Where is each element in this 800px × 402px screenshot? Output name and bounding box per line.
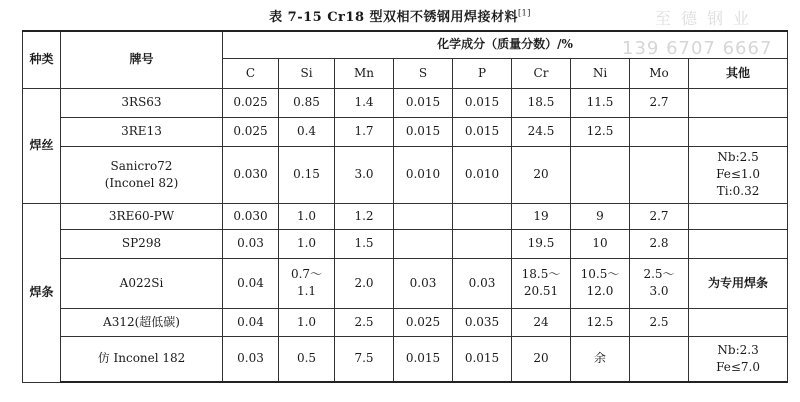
watermark-phone: 139 6707 6667	[622, 38, 773, 59]
header-element: Mo	[630, 58, 689, 88]
cell-grade: 3RE13	[61, 117, 223, 146]
cell-p: 0.015	[453, 88, 512, 117]
header-row-1	[23, 31, 788, 58]
cell-mn: 1.4	[335, 88, 394, 117]
cell-mo	[630, 336, 689, 382]
header-element: Ni	[571, 58, 630, 88]
cell-s	[394, 203, 453, 229]
range-low: 18.5～	[521, 267, 561, 281]
cell-ni: 余	[571, 336, 630, 382]
cell-c: 0.030	[223, 146, 279, 203]
cell-mo: 2.7	[630, 203, 689, 229]
cell-si: 0.5	[279, 336, 335, 382]
header-element: Si	[279, 58, 335, 88]
cell-other	[689, 146, 788, 203]
other-line-2: Fe≤7.0	[716, 359, 761, 374]
cell-mn: 1.7	[335, 117, 394, 146]
reference-mark: [1]	[518, 8, 531, 18]
range-high: 1.1	[296, 284, 317, 298]
other-line-1: Nb:2.3	[717, 342, 759, 357]
cell-ni: 10	[571, 229, 630, 258]
table-row	[23, 308, 788, 336]
cell-p: 0.035	[453, 308, 512, 336]
watermark-company: 至德钢业	[655, 9, 760, 28]
cell-cr: 18.5	[512, 88, 571, 117]
cell-mo: 2.5	[630, 308, 689, 336]
cell-ni: 11.5	[571, 88, 630, 117]
cell-cr: 24.5	[512, 117, 571, 146]
cell-cr: 19	[512, 203, 571, 229]
cell-mo	[630, 146, 689, 203]
range-low: 2.5～	[643, 267, 675, 281]
cell-s: 0.015	[394, 88, 453, 117]
cell-c: 0.04	[223, 308, 279, 336]
cell-c: 0.025	[223, 88, 279, 117]
cell-other	[689, 308, 788, 336]
cell-other	[689, 336, 788, 382]
cell-other	[689, 229, 788, 258]
cell-grade	[61, 146, 223, 203]
cell-grade: 仿 Inconel 182	[61, 336, 223, 382]
cell-c: 0.030	[223, 203, 279, 229]
cell-mo: 2.7	[630, 88, 689, 117]
range-low: 10.5～	[580, 267, 620, 281]
header-element: Cr	[512, 58, 571, 88]
header-element: P	[453, 58, 512, 88]
cell-mn: 7.5	[335, 336, 394, 382]
table-row	[23, 88, 788, 117]
table-row	[23, 117, 788, 146]
cell-cr	[512, 258, 571, 308]
table-row	[23, 258, 788, 308]
grade-line-1: Sanicro72	[110, 158, 173, 173]
cell-si	[279, 258, 335, 308]
header-composition: 化学成分（质量分数）/%	[223, 31, 788, 58]
group-label-wire: 焊丝	[23, 88, 61, 203]
welding-materials-table	[22, 30, 788, 383]
cell-s: 0.015	[394, 336, 453, 382]
cell-p: 0.010	[453, 146, 512, 203]
cell-other: 为专用焊条	[689, 258, 788, 308]
table-row	[23, 146, 788, 203]
cell-other	[689, 88, 788, 117]
cell-mo	[630, 258, 689, 308]
cell-si: 1.0	[279, 308, 335, 336]
table-title-text: 表 7-15 Cr18 型双相不锈钢用焊接材料	[269, 10, 519, 25]
cell-p: 0.03	[453, 258, 512, 308]
cell-mo	[630, 117, 689, 146]
cell-c: 0.025	[223, 117, 279, 146]
cell-grade: A022Si	[61, 258, 223, 308]
cell-si: 0.15	[279, 146, 335, 203]
cell-s: 0.03	[394, 258, 453, 308]
cell-cr: 19.5	[512, 229, 571, 258]
range-low: 0.7～	[290, 267, 323, 281]
header-category: 种类	[23, 31, 61, 88]
cell-s: 0.025	[394, 308, 453, 336]
cell-other	[689, 117, 788, 146]
cell-cr: 24	[512, 308, 571, 336]
cell-ni: 12.5	[571, 308, 630, 336]
cell-c: 0.03	[223, 229, 279, 258]
cell-ni	[571, 258, 630, 308]
cell-si: 0.4	[279, 117, 335, 146]
grade-line-2: (Inconel 82)	[104, 175, 179, 190]
header-element: Mn	[335, 58, 394, 88]
cell-c: 0.04	[223, 258, 279, 308]
cell-c: 0.03	[223, 336, 279, 382]
cell-other	[689, 203, 788, 229]
cell-s: 0.015	[394, 117, 453, 146]
cell-s: 0.010	[394, 146, 453, 203]
cell-p: 0.015	[453, 117, 512, 146]
cell-ni: 9	[571, 203, 630, 229]
header-element: S	[394, 58, 453, 88]
other-line-3: Ti:0.32	[716, 184, 760, 198]
cell-si: 0.85	[279, 88, 335, 117]
cell-p	[453, 203, 512, 229]
cell-mn: 1.2	[335, 203, 394, 229]
cell-s	[394, 229, 453, 258]
cell-grade: SP298	[61, 229, 223, 258]
table-row	[23, 229, 788, 258]
range-high: 12.0	[586, 284, 614, 298]
range-high: 3.0	[649, 284, 669, 298]
cell-cr: 20	[512, 336, 571, 382]
cell-mo: 2.8	[630, 229, 689, 258]
cell-mn: 2.0	[335, 258, 394, 308]
header-grade: 牌号	[61, 31, 223, 88]
cell-mn: 1.5	[335, 229, 394, 258]
cell-mn: 2.5	[335, 308, 394, 336]
table-row	[23, 203, 788, 229]
cell-grade: A312(超低碳)	[61, 308, 223, 336]
cell-mn: 3.0	[335, 146, 394, 203]
table-row	[23, 336, 788, 382]
other-line-2: Fe≤1.0	[716, 167, 761, 181]
cell-si: 1.0	[279, 229, 335, 258]
header-element: C	[223, 58, 279, 88]
cell-p	[453, 229, 512, 258]
cell-ni: 12.5	[571, 117, 630, 146]
cell-grade: 3RS63	[61, 88, 223, 117]
cell-p: 0.015	[453, 336, 512, 382]
cell-si: 1.0	[279, 203, 335, 229]
cell-ni	[571, 146, 630, 203]
group-label-electrode: 焊条	[23, 203, 61, 382]
cell-cr: 20	[512, 146, 571, 203]
header-element: 其他	[689, 58, 788, 88]
other-line-1: Nb:2.5	[717, 150, 759, 164]
cell-grade: 3RE60-PW	[61, 203, 223, 229]
range-high: 20.51	[523, 284, 559, 298]
